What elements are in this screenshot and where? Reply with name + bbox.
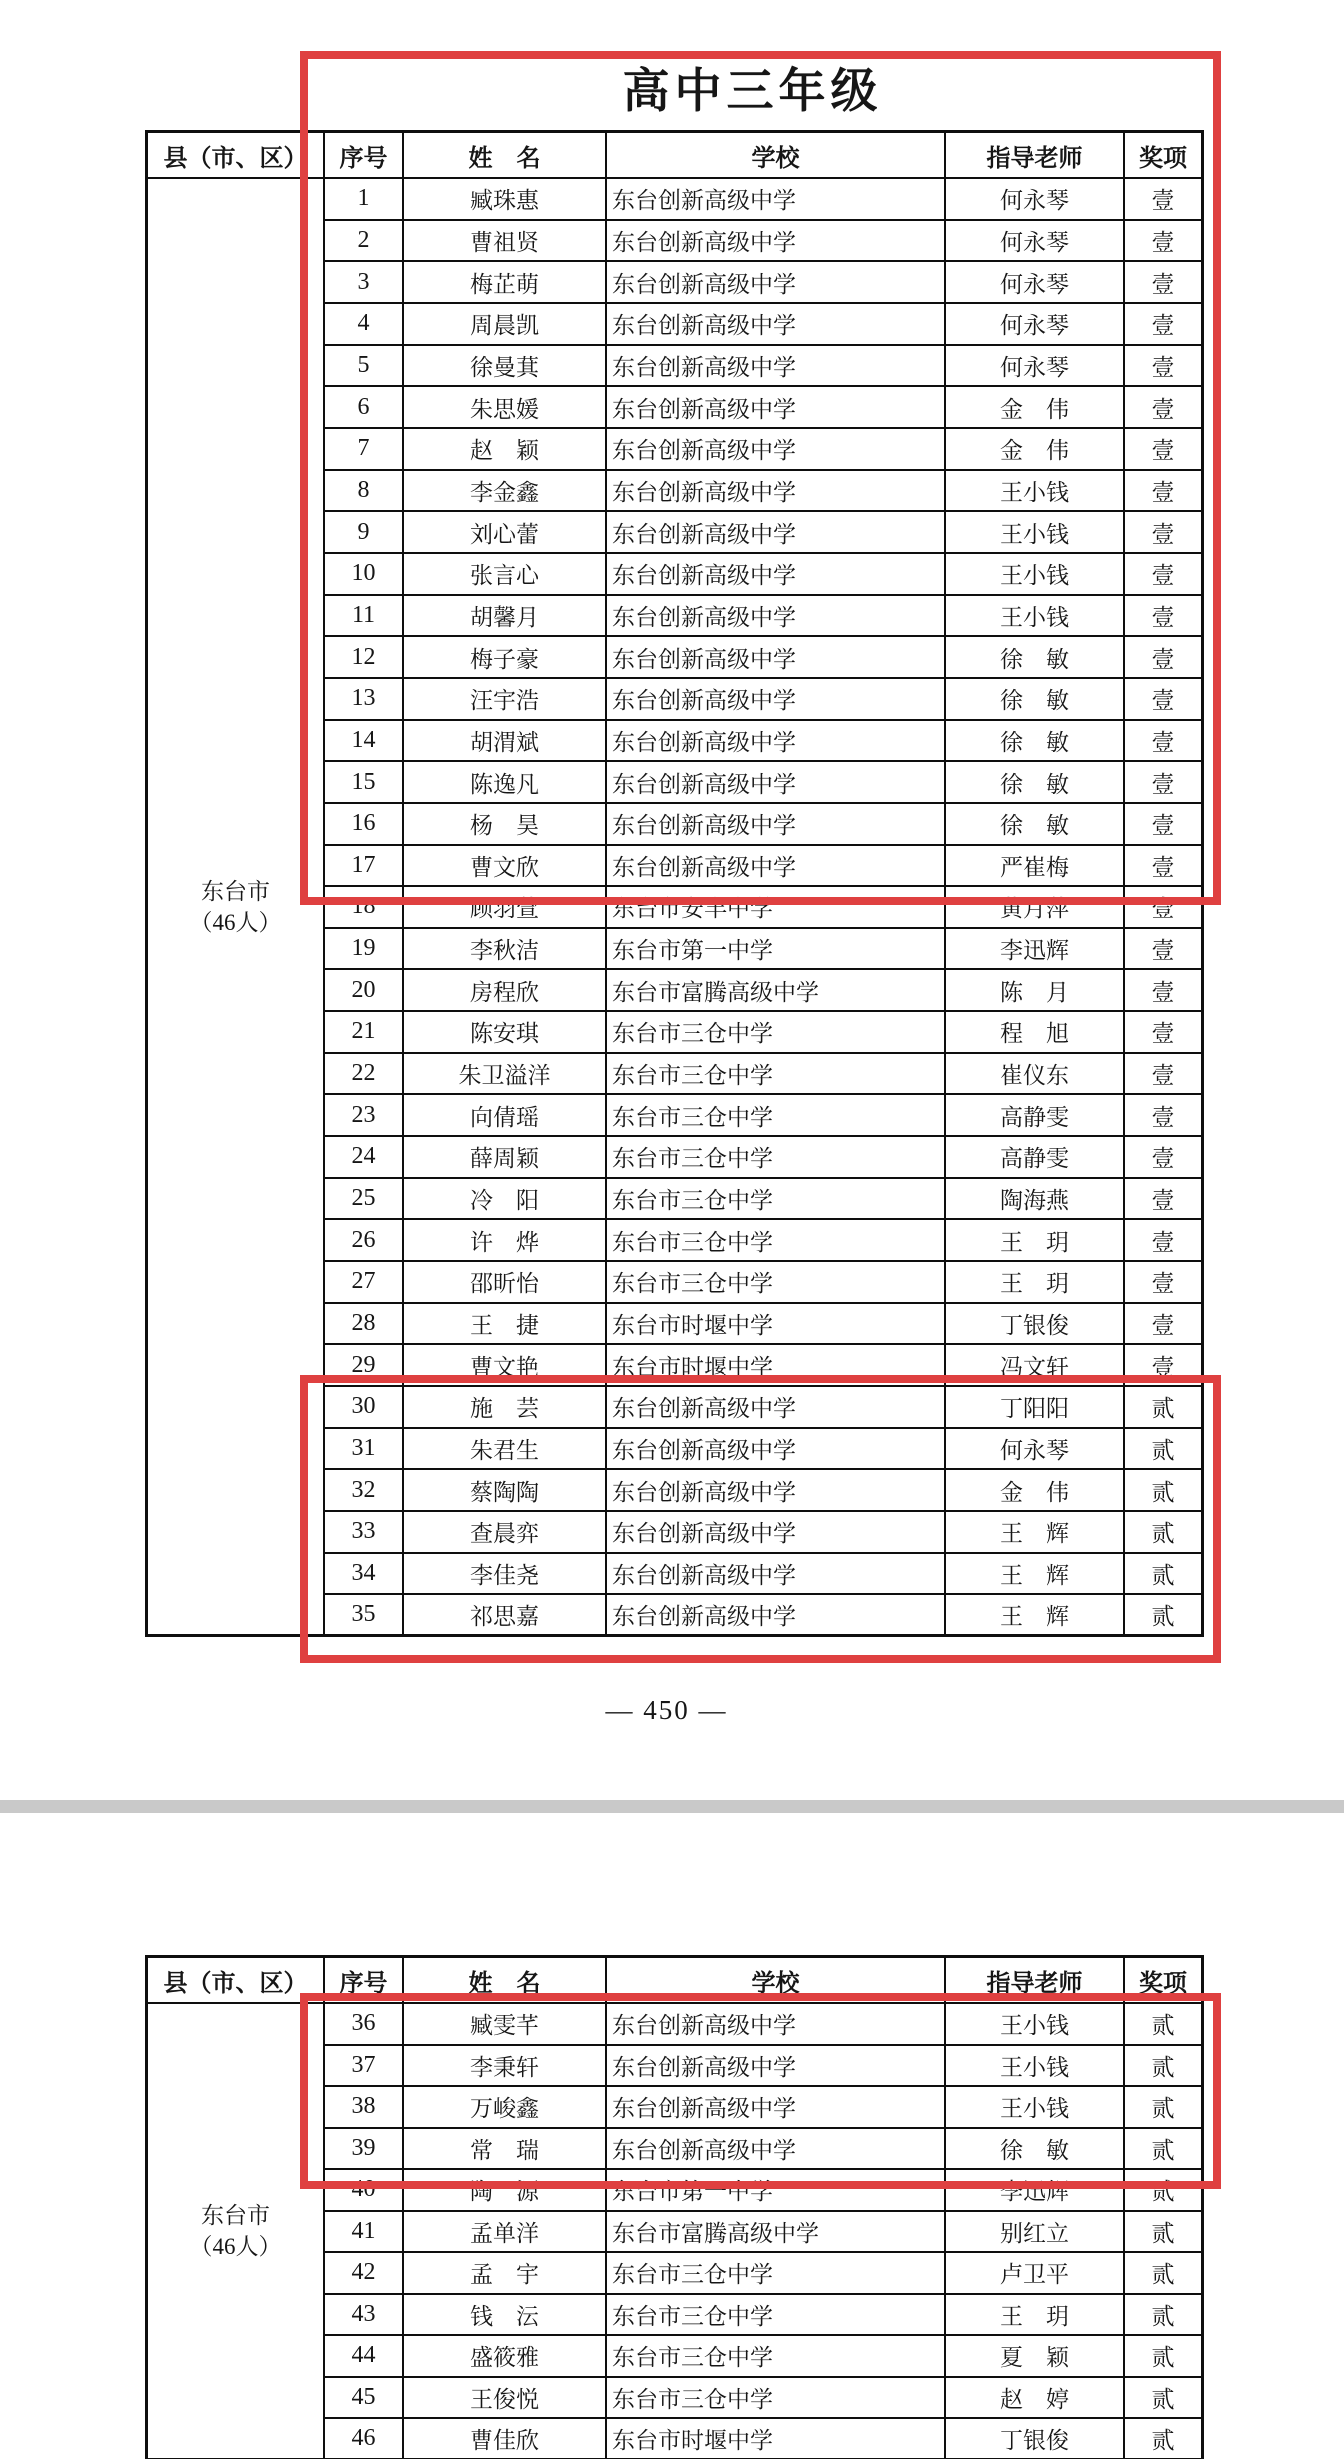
cell-teacher: 金 伟: [945, 1469, 1124, 1511]
cell-num: 6: [324, 386, 403, 428]
cell-teacher: 丁银俊: [945, 1303, 1124, 1345]
cell-school: 东台创新高级中学: [606, 553, 945, 595]
cell-school: 东台创新高级中学: [606, 178, 945, 220]
cell-award: 壹: [1124, 1178, 1203, 1220]
cell-school: 东台市时堰中学: [606, 1303, 945, 1345]
cell-num: 3: [324, 261, 403, 303]
cell-award: 贰: [1124, 2294, 1203, 2336]
cell-name: 朱思媛: [403, 386, 606, 428]
cell-teacher: 王小钱: [945, 2045, 1124, 2087]
cell-school: 东台创新高级中学: [606, 386, 945, 428]
cell-name: 顾羽萱: [403, 886, 606, 928]
cell-school: 东台创新高级中学: [606, 761, 945, 803]
column-header-4: 指导老师: [945, 132, 1124, 179]
cell-school: 东台创新高级中学: [606, 470, 945, 512]
cell-teacher: 何永琴: [945, 220, 1124, 262]
cell-name: 王俊悦: [403, 2377, 606, 2419]
cell-teacher: 丁阳阳: [945, 1386, 1124, 1428]
cell-school: 东台市三仓中学: [606, 2335, 945, 2377]
cell-teacher: 徐 敏: [945, 761, 1124, 803]
cell-num: 17: [324, 845, 403, 887]
cell-school: 东台创新高级中学: [606, 1594, 945, 1636]
cell-name: 曹祖贤: [403, 220, 606, 262]
cell-award: 贰: [1124, 1428, 1203, 1470]
cell-num: 20: [324, 969, 403, 1011]
cell-name: 邵昕怡: [403, 1261, 606, 1303]
cell-teacher: 黄月萍: [945, 886, 1124, 928]
cell-teacher: 徐 敏: [945, 678, 1124, 720]
cell-award: 壹: [1124, 678, 1203, 720]
cell-school: 东台创新高级中学: [606, 2086, 945, 2128]
cell-num: 13: [324, 678, 403, 720]
cell-name: 房程欣: [403, 969, 606, 1011]
column-header-4: 指导老师: [945, 1957, 1124, 2004]
cell-award: 壹: [1124, 803, 1203, 845]
cell-num: 29: [324, 1344, 403, 1386]
cell-name: 赵 颖: [403, 428, 606, 470]
cell-award: 壹: [1124, 261, 1203, 303]
cell-school: 东台市三仓中学: [606, 1136, 945, 1178]
cell-teacher: 高静雯: [945, 1094, 1124, 1136]
cell-teacher: 何永琴: [945, 1428, 1124, 1470]
cell-teacher: 李迅辉: [945, 2169, 1124, 2211]
cell-school: 东台市时堰中学: [606, 2418, 945, 2459]
cell-award: 壹: [1124, 303, 1203, 345]
column-header-0: 县（市、区）: [147, 1957, 325, 2004]
cell-num: 18: [324, 886, 403, 928]
cell-name: 陈逸凡: [403, 761, 606, 803]
cell-award: 壹: [1124, 220, 1203, 262]
cell-name: 冷 阳: [403, 1178, 606, 1220]
cell-award: 壹: [1124, 1053, 1203, 1095]
cell-teacher: 金 伟: [945, 428, 1124, 470]
cell-name: 胡渭斌: [403, 720, 606, 762]
cell-teacher: 冯文轩: [945, 1344, 1124, 1386]
cell-award: 贰: [1124, 2211, 1203, 2253]
cell-name: 曹文欣: [403, 845, 606, 887]
cell-name: 胡馨月: [403, 595, 606, 637]
cell-award: 贰: [1124, 1386, 1203, 1428]
cell-num: 37: [324, 2045, 403, 2087]
cell-teacher: 崔仪东: [945, 1053, 1124, 1095]
column-header-5: 奖项: [1124, 132, 1203, 179]
cell-teacher: 陶海燕: [945, 1178, 1124, 1220]
cell-award: 贰: [1124, 2128, 1203, 2170]
region-cell: 东台市 （46人）: [147, 2003, 325, 2459]
cell-num: 7: [324, 428, 403, 470]
cell-award: 壹: [1124, 969, 1203, 1011]
cell-name: 梅芷萌: [403, 261, 606, 303]
cell-num: 36: [324, 2003, 403, 2045]
cell-teacher: 王 玥: [945, 1219, 1124, 1261]
cell-name: 陶 源: [403, 2169, 606, 2211]
cell-name: 李秋洁: [403, 928, 606, 970]
cell-name: 李秉轩: [403, 2045, 606, 2087]
column-header-3: 学校: [606, 1957, 945, 2004]
cell-num: 9: [324, 511, 403, 553]
cell-award: 壹: [1124, 761, 1203, 803]
cell-name: 许 烨: [403, 1219, 606, 1261]
cell-teacher: 别红立: [945, 2211, 1124, 2253]
cell-num: 8: [324, 470, 403, 512]
cell-school: 东台创新高级中学: [606, 803, 945, 845]
cell-school: 东台创新高级中学: [606, 261, 945, 303]
cell-teacher: 卢卫平: [945, 2252, 1124, 2294]
cell-teacher: 王小钱: [945, 470, 1124, 512]
cell-teacher: 夏 颖: [945, 2335, 1124, 2377]
cell-num: 45: [324, 2377, 403, 2419]
cell-num: 2: [324, 220, 403, 262]
cell-award: 贰: [1124, 2003, 1203, 2045]
cell-teacher: 徐 敏: [945, 720, 1124, 762]
cell-num: 26: [324, 1219, 403, 1261]
cell-name: 施 芸: [403, 1386, 606, 1428]
cell-award: 壹: [1124, 470, 1203, 512]
cell-teacher: 徐 敏: [945, 2128, 1124, 2170]
column-header-2: 姓 名: [403, 132, 606, 179]
cell-num: 31: [324, 1428, 403, 1470]
cell-name: 李金鑫: [403, 470, 606, 512]
cell-school: 东台市安丰中学: [606, 886, 945, 928]
cell-num: 30: [324, 1386, 403, 1428]
cell-award: 壹: [1124, 553, 1203, 595]
cell-teacher: 何永琴: [945, 345, 1124, 387]
cell-num: 1: [324, 178, 403, 220]
cell-num: 38: [324, 2086, 403, 2128]
cell-name: 孟 宇: [403, 2252, 606, 2294]
cell-school: 东台创新高级中学: [606, 1511, 945, 1553]
cell-award: 壹: [1124, 595, 1203, 637]
cell-name: 蔡陶陶: [403, 1469, 606, 1511]
cell-teacher: 王小钱: [945, 553, 1124, 595]
cell-num: 27: [324, 1261, 403, 1303]
cell-name: 杨 昊: [403, 803, 606, 845]
cell-school: 东台创新高级中学: [606, 678, 945, 720]
cell-num: 14: [324, 720, 403, 762]
cell-num: 4: [324, 303, 403, 345]
cell-school: 东台创新高级中学: [606, 720, 945, 762]
cell-award: 壹: [1124, 1011, 1203, 1053]
column-header-3: 学校: [606, 132, 945, 179]
cell-teacher: 何永琴: [945, 303, 1124, 345]
cell-teacher: 金 伟: [945, 386, 1124, 428]
cell-award: 贰: [1124, 2377, 1203, 2419]
cell-award: 壹: [1124, 636, 1203, 678]
cell-award: 贰: [1124, 2335, 1203, 2377]
cell-school: 东台市三仓中学: [606, 1053, 945, 1095]
page-separator-band: [0, 1800, 1344, 1813]
cell-school: 东台创新高级中学: [606, 2128, 945, 2170]
cell-name: 曹佳欣: [403, 2418, 606, 2459]
red-annotation-box-rows-36-39: [300, 1993, 1221, 2189]
cell-school: 东台市三仓中学: [606, 2377, 945, 2419]
cell-name: 王 捷: [403, 1303, 606, 1345]
cell-award: 壹: [1124, 720, 1203, 762]
cell-num: 42: [324, 2252, 403, 2294]
cell-teacher: 严崔梅: [945, 845, 1124, 887]
cell-num: 24: [324, 1136, 403, 1178]
cell-school: 东台创新高级中学: [606, 303, 945, 345]
cell-school: 东台创新高级中学: [606, 511, 945, 553]
cell-teacher: 丁银俊: [945, 2418, 1124, 2459]
cell-award: 壹: [1124, 1094, 1203, 1136]
cell-num: 15: [324, 761, 403, 803]
cell-name: 查晨弈: [403, 1511, 606, 1553]
cell-num: 23: [324, 1094, 403, 1136]
cell-num: 44: [324, 2335, 403, 2377]
cell-teacher: 何永琴: [945, 261, 1124, 303]
cell-name: 钱 沄: [403, 2294, 606, 2336]
cell-school: 东台创新高级中学: [606, 2003, 945, 2045]
cell-num: 43: [324, 2294, 403, 2336]
cell-school: 东台市三仓中学: [606, 2294, 945, 2336]
cell-teacher: 王 辉: [945, 1594, 1124, 1636]
cell-name: 常 瑞: [403, 2128, 606, 2170]
cell-school: 东台市三仓中学: [606, 1219, 945, 1261]
cell-school: 东台市富腾高级中学: [606, 969, 945, 1011]
cell-school: 东台创新高级中学: [606, 636, 945, 678]
cell-num: 12: [324, 636, 403, 678]
cell-award: 壹: [1124, 1136, 1203, 1178]
cell-num: 40: [324, 2169, 403, 2211]
cell-award: 壹: [1124, 1344, 1203, 1386]
cell-award: 壹: [1124, 386, 1203, 428]
cell-name: 薛周颖: [403, 1136, 606, 1178]
cell-teacher: 王小钱: [945, 511, 1124, 553]
cell-school: 东台创新高级中学: [606, 1386, 945, 1428]
cell-num: 11: [324, 595, 403, 637]
cell-teacher: 陈 月: [945, 969, 1124, 1011]
cell-name: 臧珠惠: [403, 178, 606, 220]
cell-school: 东台创新高级中学: [606, 220, 945, 262]
cell-school: 东台创新高级中学: [606, 1553, 945, 1595]
region-cell: 东台市 （46人）: [147, 178, 325, 1636]
cell-school: 东台创新高级中学: [606, 345, 945, 387]
cell-num: 35: [324, 1594, 403, 1636]
cell-school: 东台创新高级中学: [606, 1428, 945, 1470]
cell-name: 汪宇浩: [403, 678, 606, 720]
cell-num: 39: [324, 2128, 403, 2170]
cell-award: 壹: [1124, 428, 1203, 470]
cell-name: 李佳尧: [403, 1553, 606, 1595]
cell-num: 28: [324, 1303, 403, 1345]
cell-teacher: 何永琴: [945, 178, 1124, 220]
cell-award: 贰: [1124, 2418, 1203, 2459]
cell-school: 东台市三仓中学: [606, 1094, 945, 1136]
cell-award: 壹: [1124, 1303, 1203, 1345]
cell-award: 贰: [1124, 2086, 1203, 2128]
cell-award: 贰: [1124, 1469, 1203, 1511]
cell-award: 壹: [1124, 928, 1203, 970]
cell-num: 34: [324, 1553, 403, 1595]
cell-school: 东台市三仓中学: [606, 1261, 945, 1303]
cell-teacher: 王 辉: [945, 1553, 1124, 1595]
cell-name: 刘心蕾: [403, 511, 606, 553]
cell-name: 梅子豪: [403, 636, 606, 678]
cell-num: 19: [324, 928, 403, 970]
cell-award: 贰: [1124, 1594, 1203, 1636]
cell-school: 东台市三仓中学: [606, 1178, 945, 1220]
cell-teacher: 徐 敏: [945, 803, 1124, 845]
cell-name: 朱君生: [403, 1428, 606, 1470]
cell-name: 臧雯芊: [403, 2003, 606, 2045]
cell-num: 41: [324, 2211, 403, 2253]
cell-num: 10: [324, 553, 403, 595]
cell-teacher: 王 玥: [945, 2294, 1124, 2336]
cell-award: 贰: [1124, 1511, 1203, 1553]
cell-name: 孟单洋: [403, 2211, 606, 2253]
cell-award: 贰: [1124, 1553, 1203, 1595]
cell-num: 25: [324, 1178, 403, 1220]
cell-award: 壹: [1124, 845, 1203, 887]
cell-award: 贰: [1124, 2045, 1203, 2087]
cell-num: 33: [324, 1511, 403, 1553]
cell-num: 16: [324, 803, 403, 845]
cell-award: 壹: [1124, 511, 1203, 553]
cell-name: 曹文艳: [403, 1344, 606, 1386]
cell-name: 张言心: [403, 553, 606, 595]
cell-teacher: 王小钱: [945, 595, 1124, 637]
cell-award: 壹: [1124, 178, 1203, 220]
cell-school: 东台创新高级中学: [606, 1469, 945, 1511]
cell-award: 壹: [1124, 1261, 1203, 1303]
cell-num: 32: [324, 1469, 403, 1511]
cell-school: 东台创新高级中学: [606, 845, 945, 887]
cell-school: 东台市三仓中学: [606, 1011, 945, 1053]
cell-num: 5: [324, 345, 403, 387]
cell-school: 东台市第一中学: [606, 928, 945, 970]
cell-award: 壹: [1124, 886, 1203, 928]
cell-award: 壹: [1124, 345, 1203, 387]
red-annotation-box-rows-30-35: [300, 1375, 1221, 1663]
cell-school: 东台创新高级中学: [606, 595, 945, 637]
cell-school: 东台创新高级中学: [606, 2045, 945, 2087]
cell-teacher: 高静雯: [945, 1136, 1124, 1178]
cell-name: 万峻鑫: [403, 2086, 606, 2128]
cell-name: 周晨凯: [403, 303, 606, 345]
column-header-1: 序号: [324, 132, 403, 179]
red-annotation-box-title-and-rows-1-17: [300, 51, 1221, 905]
cell-teacher: 王 辉: [945, 1511, 1124, 1553]
cell-name: 盛筱雅: [403, 2335, 606, 2377]
cell-award: 贰: [1124, 2252, 1203, 2294]
cell-num: 22: [324, 1053, 403, 1095]
cell-school: 东台市三仓中学: [606, 2252, 945, 2294]
cell-teacher: 王 玥: [945, 1261, 1124, 1303]
cell-award: 壹: [1124, 1219, 1203, 1261]
grade-section-title: 高中三年级: [622, 66, 883, 118]
cell-teacher: 徐 敏: [945, 636, 1124, 678]
cell-teacher: 程 旭: [945, 1011, 1124, 1053]
cell-teacher: 李迅辉: [945, 928, 1124, 970]
cell-name: 陈安琪: [403, 1011, 606, 1053]
cell-school: 东台市第一中学: [606, 2169, 945, 2211]
column-header-5: 奖项: [1124, 1957, 1203, 2004]
cell-teacher: 王小钱: [945, 2086, 1124, 2128]
cell-school: 东台市时堰中学: [606, 1344, 945, 1386]
cell-teacher: 赵 婷: [945, 2377, 1124, 2419]
column-header-1: 序号: [324, 1957, 403, 2004]
cell-school: 东台创新高级中学: [606, 428, 945, 470]
cell-num: 21: [324, 1011, 403, 1053]
column-header-0: 县（市、区）: [147, 132, 325, 179]
cell-num: 46: [324, 2418, 403, 2459]
page-number: — 450 —: [605, 1695, 728, 1725]
cell-name: 徐曼萁: [403, 345, 606, 387]
cell-name: 祁思嘉: [403, 1594, 606, 1636]
cell-name: 朱卫溢洋: [403, 1053, 606, 1095]
cell-school: 东台市富腾高级中学: [606, 2211, 945, 2253]
cell-award: 贰: [1124, 2169, 1203, 2211]
cell-teacher: 王小钱: [945, 2003, 1124, 2045]
column-header-2: 姓 名: [403, 1957, 606, 2004]
cell-name: 向倩瑶: [403, 1094, 606, 1136]
